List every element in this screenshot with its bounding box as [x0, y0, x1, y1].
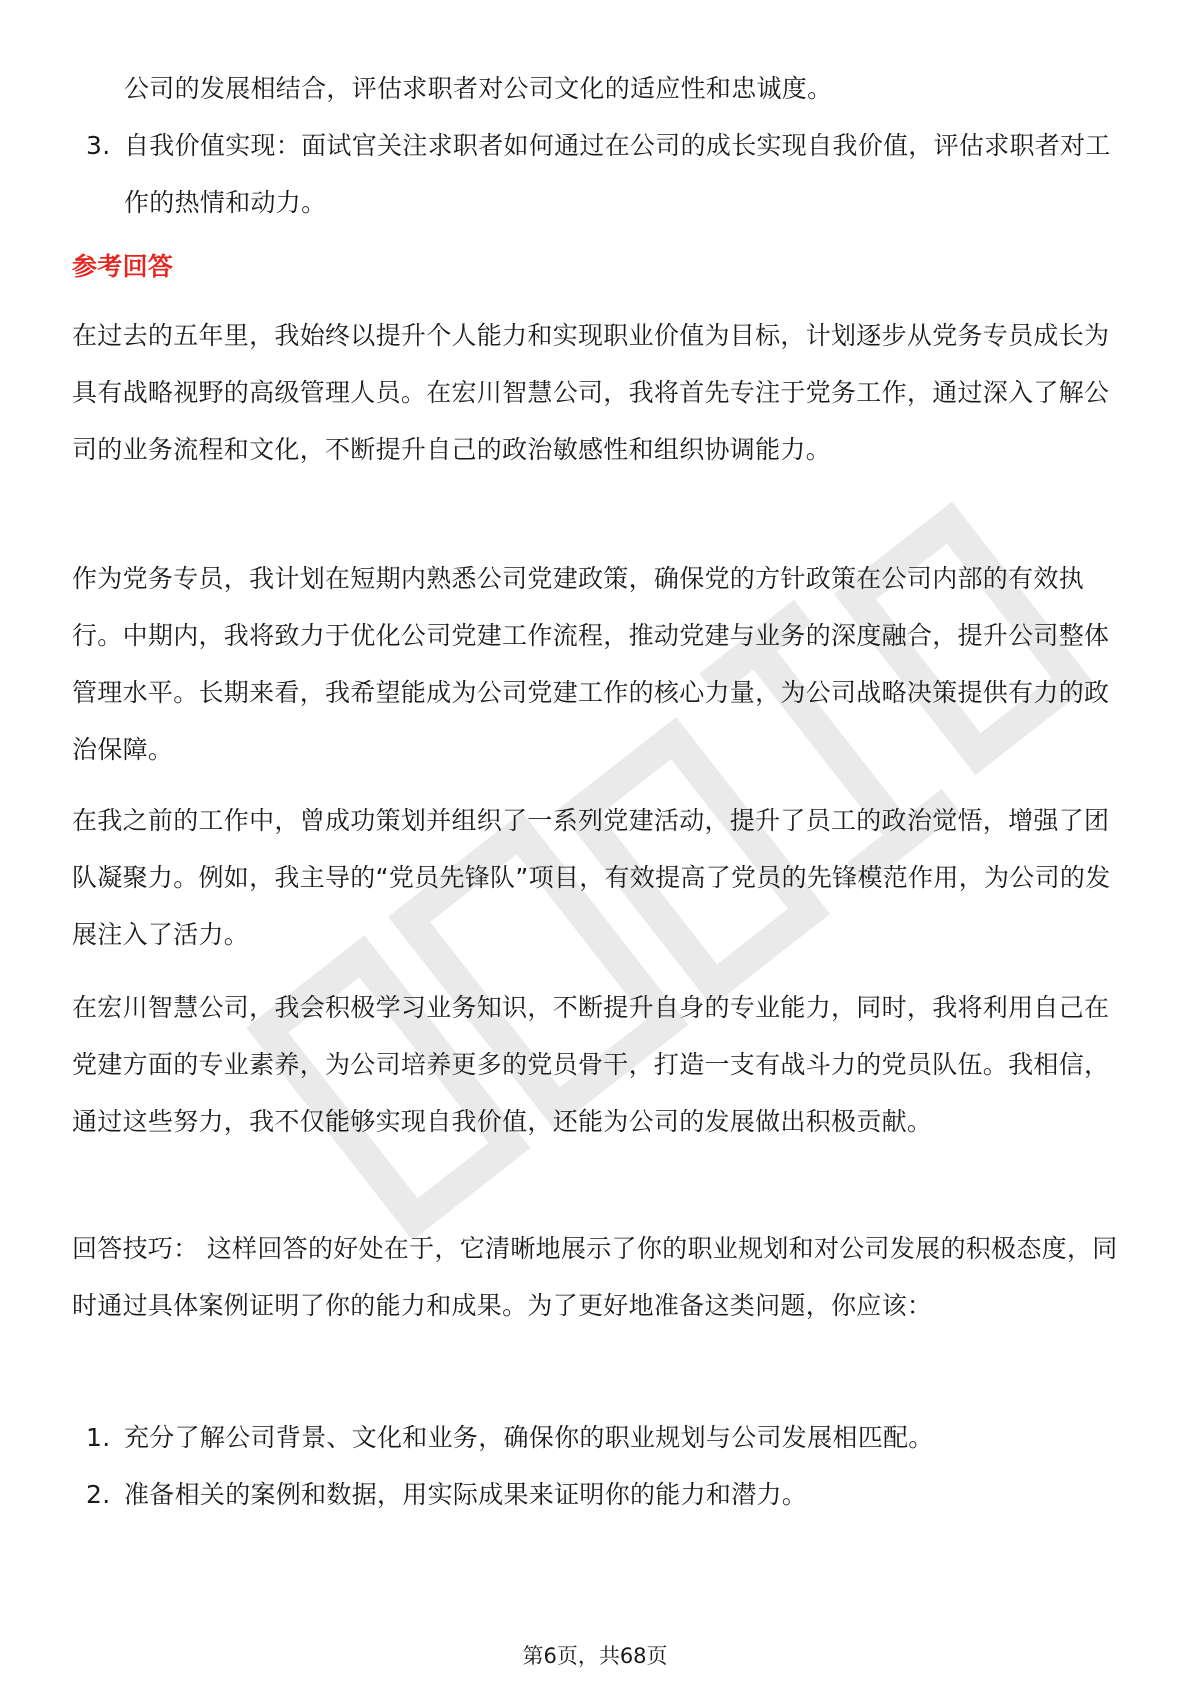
answer-tips	[72, 1220, 1122, 1334]
list-item	[72, 1466, 1122, 1523]
paragraph-1	[72, 307, 1122, 478]
paragraph-text: 在过去的五年里，我始终以提升个人能力和实现职业价值为目标，计划逐步从党务专员成长为具有战略视野的高级管理人员。在宏川智慧公司，我将首先专注于党务工作，通过深入了解公司的业务流程和文化，不断提升自己的政治敏感性和组织协调能力。	[72, 321, 1110, 464]
criteria-list	[72, 117, 1122, 231]
paragraph-text: 在宏川智慧公司，我会积极学习业务知识，不断提升自身的专业能力，同时，我将利用自己在党建方面的专业素养，为公司培养更多的党员骨干，打造一支有战斗力的党员队伍。我相信，通过这些努力，我不仅能够实现自我价值，还能为公司的发展做出积极贡献。	[72, 993, 1110, 1136]
paragraph-text: 作为党务专员，我计划在短期内熟悉公司党建政策，确保党的方针政策在公司内部的有效执行。中期内，我将致力于优化公司党建工作流程，推动党建与业务的深度融合，提升公司整体管理水平。长期来看，我希望能成为公司党建工作的核心力量，为公司战略决策提供有力的政治保障。	[72, 564, 1110, 764]
paragraph-text: 回答技巧： 这样回答的好处在于，它清晰地展示了你的职业规划和对公司发展的积极态度，同时通过具体案例证明了你的能力和成果。为了更好地准备这类问题，你应该：	[72, 1234, 1118, 1320]
paragraph-2	[72, 550, 1122, 778]
list-item	[72, 117, 1122, 231]
paragraph-3	[72, 792, 1122, 963]
list-item-text: 充分了解公司背景、文化和业务，确保你的职业规划与公司发展相匹配。	[124, 1423, 934, 1452]
continuation-line: 公司的发展相结合，评估求职者对公司文化的适应性和忠诚度。	[124, 74, 833, 103]
list-number: 2.	[86, 1480, 111, 1509]
list-number: 3.	[86, 131, 111, 160]
paragraph-text: 在我之前的工作中，曾成功策划并组织了一系列党建活动，提升了员工的政治觉悟，增强了团队凝聚力。例如，我主导的“党员先锋队”项目，有效提高了党员的先锋模范作用，为公司的发展注入了活力。	[72, 806, 1111, 949]
tips-list	[72, 1409, 1122, 1523]
continuation-text	[72, 60, 1122, 117]
list-item	[72, 1409, 1122, 1466]
page-footer: 第6页，共68页	[522, 1644, 668, 1668]
list-number: 1.	[86, 1423, 111, 1452]
list-item-text: 准备相关的案例和数据，用实际成果来证明你的能力和潜力。	[124, 1480, 808, 1509]
list-item-text: 自我价值实现：面试官关注求职者如何通过在公司的成长实现自我价值，评估求职者对工作的热情和动力。	[124, 131, 1111, 217]
paragraph-4	[72, 979, 1122, 1150]
section-heading: 参考回答	[72, 252, 174, 281]
